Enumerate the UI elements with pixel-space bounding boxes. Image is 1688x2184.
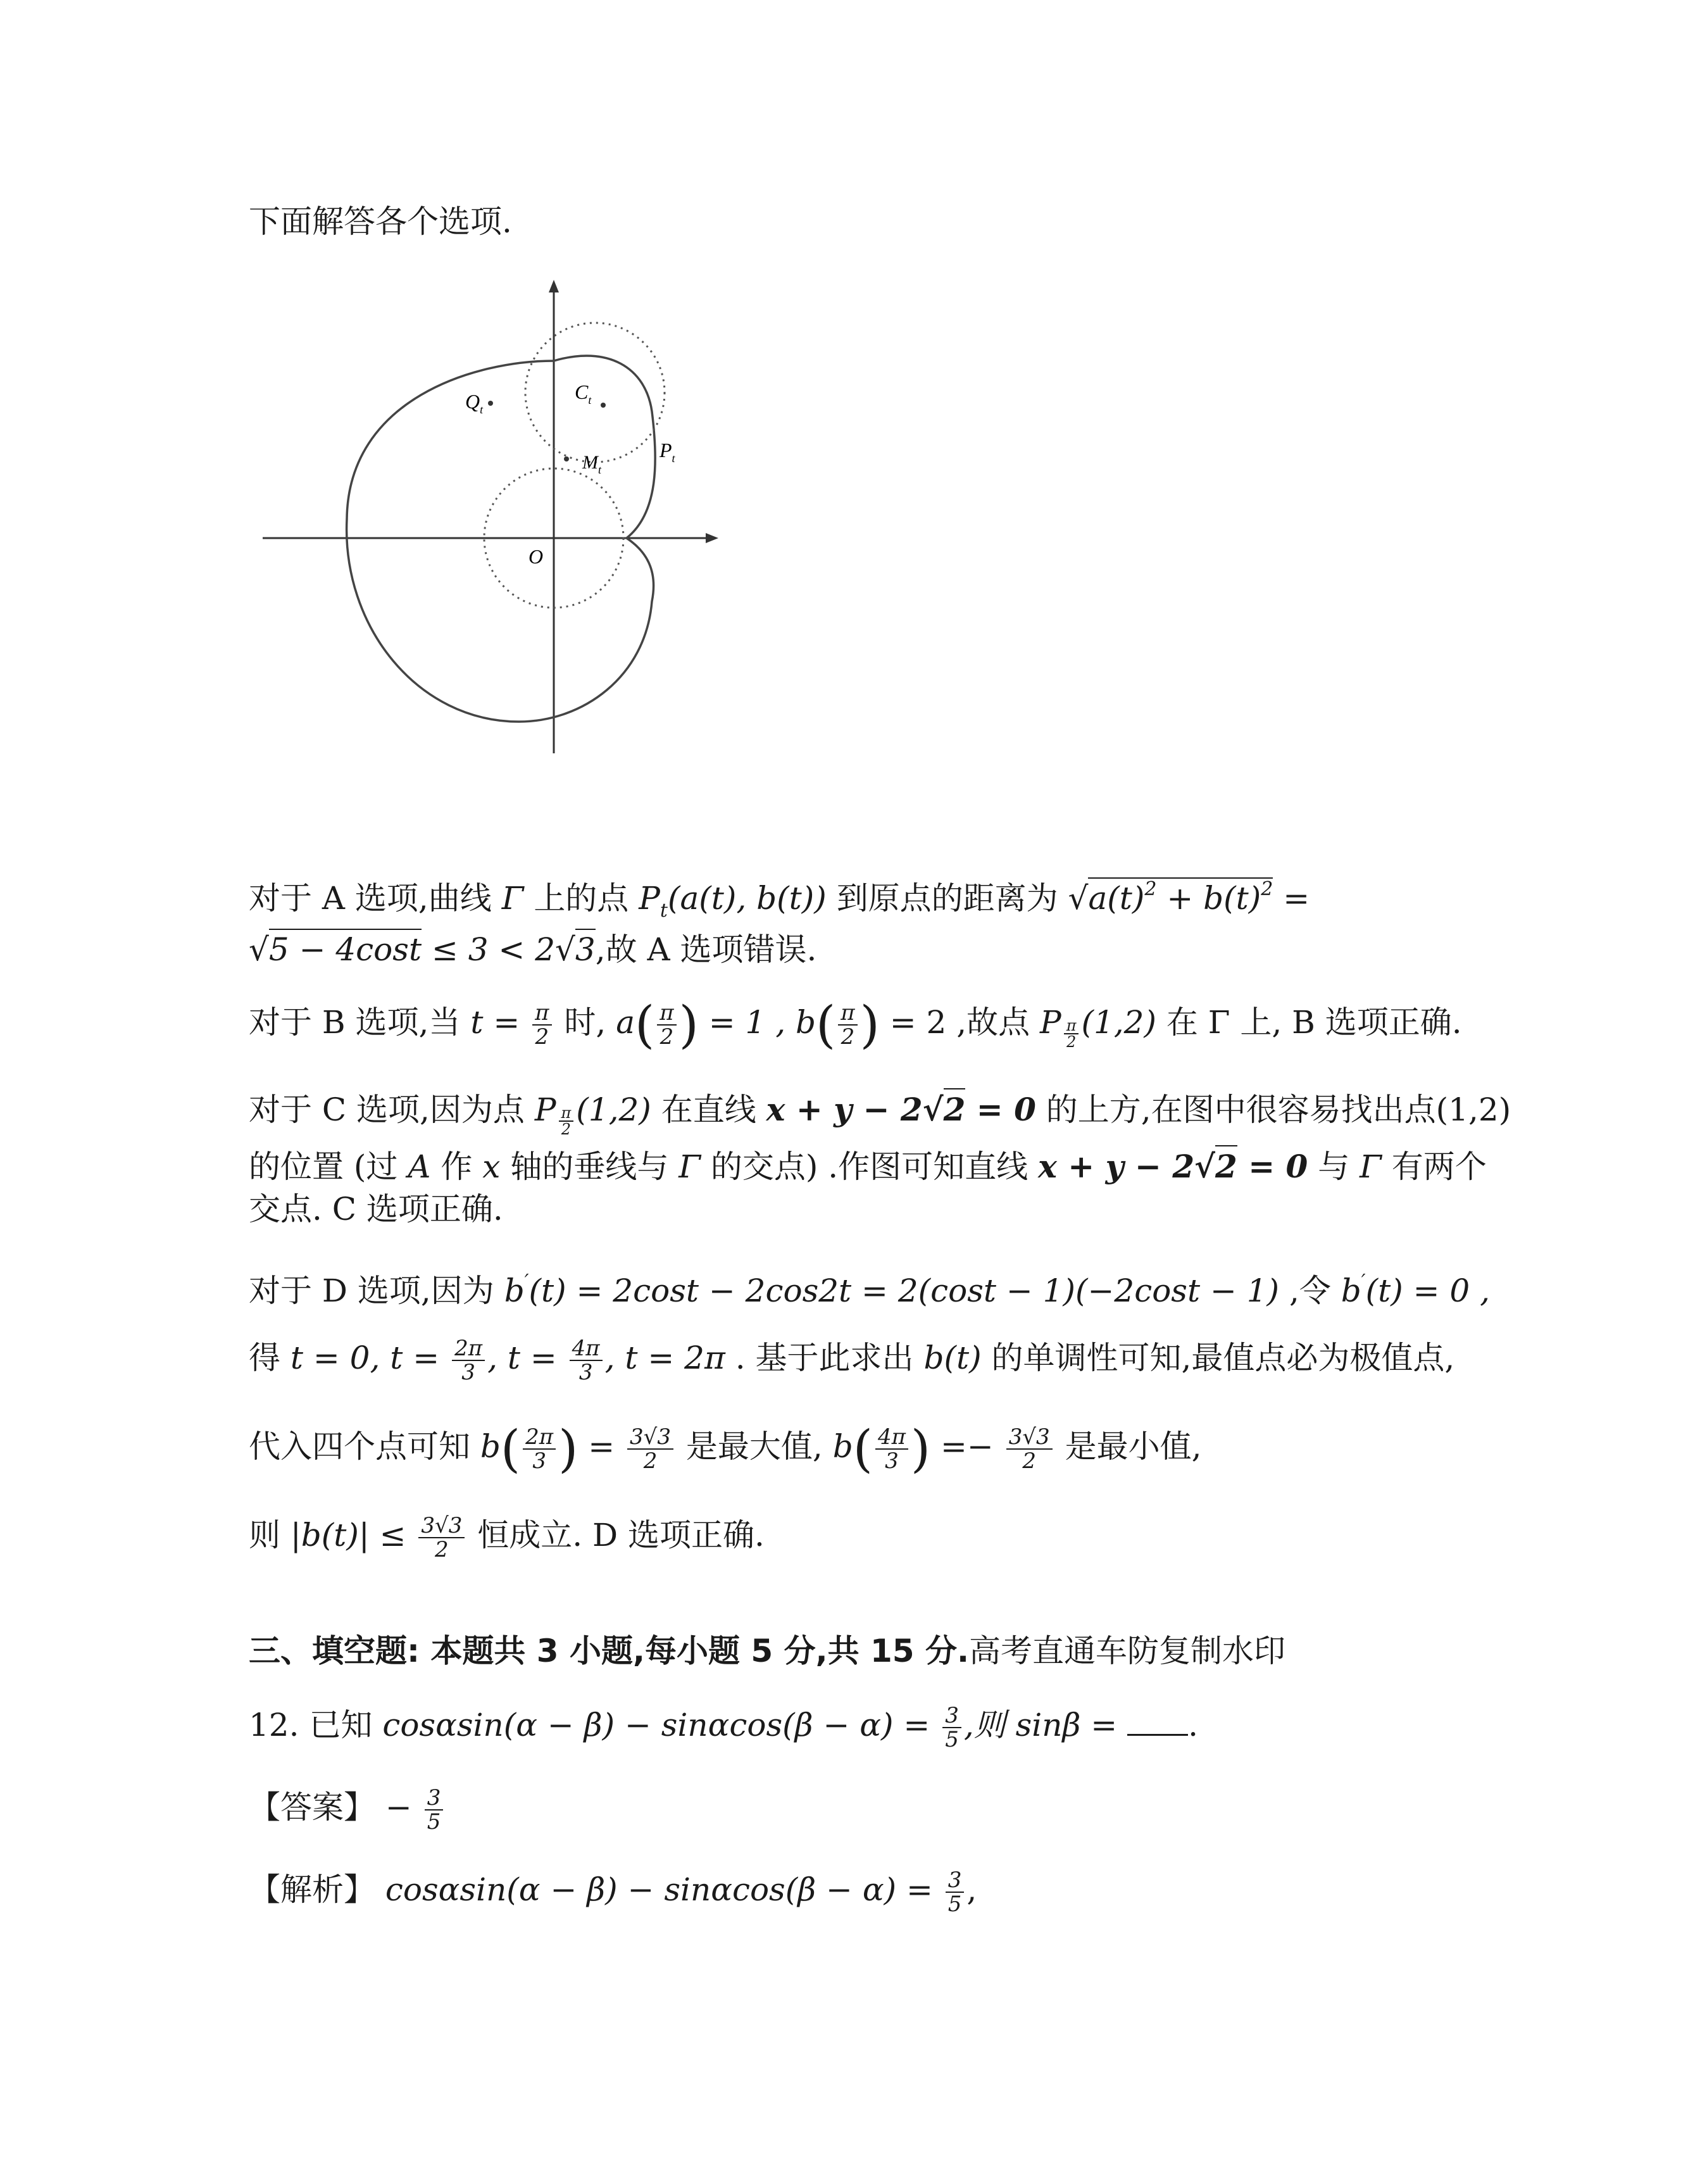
option-c-line-3: 交点. C 选项正确. bbox=[249, 1191, 503, 1227]
point-q bbox=[488, 401, 493, 406]
option-c-line-1: 对于 C 选项,因为点 P $\frac{\pi}{2}$ (1,2) 在直线 x + y − 2√2 = 0 的上方,在图中很容易找出点(1,2) bbox=[249, 1088, 1511, 1137]
circle-ct bbox=[525, 323, 665, 462]
label-p: $P_t$ bbox=[660, 439, 675, 465]
answer-blank bbox=[1127, 1709, 1188, 1736]
option-d-line-3: 代入四个点可知 b( $\frac{2\pi}{3}$ ) = $\frac{3√3}{2}$ 是最大值, b( $\frac{4\pi}{3}$ ) =− $\frac{3√3}{2}$ 是最小值, bbox=[249, 1419, 1202, 1478]
option-b-line: 对于 B 选项,当 t = $\frac{\pi}{2}$ 时, a( $\frac{\pi}{2}$ ) = 1 , b( $\frac{\pi}{2}$ ) = 2 ,故点 P $\frac{\pi}{2}$ (1,2) 在 Γ 上, B 选项正确. bbox=[249, 995, 1462, 1054]
point-m bbox=[564, 456, 569, 461]
option-d-line-1: 对于 D 选项,因为 b′(t) = 2cost − 2cos2t = 2(cost − 1)(−2cost − 1) ,令 b′(t) = 0 , bbox=[249, 1271, 1490, 1309]
intro-text: 下面解答各个选项. bbox=[249, 203, 512, 240]
y-axis-arrow bbox=[549, 280, 559, 292]
label-m: $M_t$ bbox=[582, 452, 602, 476]
cardioid-figure bbox=[253, 272, 734, 760]
option-d-line-2: 得 t = 0, t = $\frac{2\pi}{3}$ , t = $\frac{4\pi}{3}$ , t = 2π . 基于此求出 b(t) 的单调性可知,最值点必为极值点, bbox=[249, 1336, 1455, 1385]
label-o: O bbox=[528, 545, 544, 568]
label-c: $C_t$ bbox=[575, 380, 592, 406]
option-a-line-1: 对于 A 选项,曲线 Γ 上的点 $P_t(a(t)$, b(t)) 到原点的距离为 $√a(t)^2 + b(t)^2$ = bbox=[249, 878, 1310, 922]
section-heading: 三、填空题: 本题共 3 小题,每小题 5 分,共 15 分.高考直通车防复制水印 bbox=[249, 1633, 1285, 1669]
analysis-line: 【解析】 cosαsin(α − β) − sinαcos(β − α) = $\frac{3}{5}$ , bbox=[249, 1867, 977, 1917]
option-a-line-2: √5 − 4cost ≤ 3 < 2√3,故 A 选项错误. bbox=[249, 927, 816, 972]
watermark-text: 高考直通车防复制水印 bbox=[969, 1633, 1285, 1669]
point-c bbox=[601, 403, 606, 408]
label-q: $Q_t$ bbox=[465, 390, 484, 416]
x-axis-arrow bbox=[706, 533, 718, 543]
option-c-line-2: 的位置 (过 A 作 x 轴的垂线与 Γ 的交点) .作图可知直线 x + y − 2√2 = 0 与 Γ 有两个 bbox=[249, 1145, 1487, 1189]
question-12: 12. 已知 cosαsin(α − β) − sinαcos(β − α) = $\frac{3}{5}$ ,则 sinβ = . bbox=[249, 1703, 1198, 1752]
option-d-line-4: 则 |b(t)| ≤ $\frac{3√3}{2}$ 恒成立. D 选项正确. bbox=[249, 1513, 765, 1562]
answer-line: 【答案】 − $\frac{3}{5}$ bbox=[249, 1785, 446, 1833]
